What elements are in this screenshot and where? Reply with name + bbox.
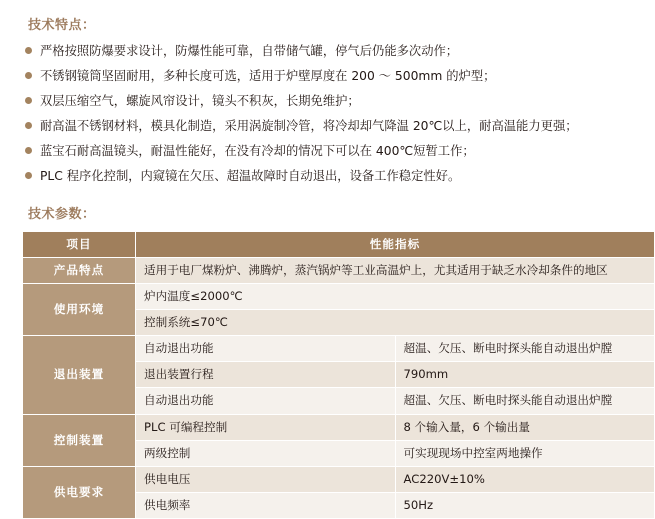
row-subitem: 供电电压 <box>136 466 396 492</box>
row-label-environment: 使用环境 <box>23 284 136 336</box>
row-label-product-features: 产品特点 <box>23 258 136 284</box>
row-value: 适用于电厂煤粉炉、沸腾炉，蒸汽锅炉等工业高温炉上，尤其适用于缺乏水冷却条件的地区 <box>136 258 655 284</box>
row-value: 控制系统≤70℃ <box>136 310 655 336</box>
table-header-label: 项目 <box>23 232 136 258</box>
table-row <box>23 258 655 284</box>
row-subitem: 退出装置行程 <box>136 362 396 388</box>
list-item <box>24 143 645 160</box>
row-subitem: 供电频率 <box>136 492 396 518</box>
table-header-value: 性能指标 <box>136 232 655 258</box>
row-value: AC220V±10% <box>395 466 655 492</box>
feature-text: 双层压缩空气，螺旋风帘设计，镜头不积灰，长期免维护； <box>40 94 360 109</box>
row-label-retract-device: 退出装置 <box>23 336 136 414</box>
row-value: 超温、欠压、断电时探头能自动退出炉膛 <box>395 336 655 362</box>
table-row <box>23 466 655 492</box>
list-item <box>24 168 645 185</box>
feature-text: 耐高温不锈钢材料，模具化制造，采用涡旋制冷管，将冷却却气降温 20℃以上，耐高温能力更强； <box>40 119 578 134</box>
features-list <box>24 43 645 185</box>
table-row <box>23 336 655 362</box>
bullet-icon <box>25 47 32 54</box>
row-subitem: PLC 可编程控制 <box>136 414 396 440</box>
list-item <box>24 93 645 110</box>
row-value: 50Hz <box>395 492 655 518</box>
row-label-control-device: 控制装置 <box>23 414 136 466</box>
list-item <box>24 43 645 60</box>
row-subitem: 两级控制 <box>136 440 396 466</box>
list-item <box>24 118 645 135</box>
row-value: 可实现现场中控室两地操作 <box>395 440 655 466</box>
bullet-icon <box>25 97 32 104</box>
table-header-row <box>23 232 655 258</box>
row-value: 790mm <box>395 362 655 388</box>
feature-text: 不锈钢镜筒坚固耐用，多种长度可选，适用于炉壁厚度在 200 ～ 500mm 的炉型； <box>40 69 496 84</box>
table-row <box>23 284 655 310</box>
params-table <box>22 231 655 519</box>
params-title: 技术参数： <box>28 207 96 223</box>
row-value: 超温、欠压、断电时探头能自动退出炉膛 <box>395 388 655 414</box>
feature-text: 严格按照防爆要求设计，防爆性能可靠，自带储气罐，停气后仍能多次动作； <box>40 44 459 58</box>
row-subitem: 自动退出功能 <box>136 388 396 414</box>
bullet-icon <box>25 172 32 179</box>
row-label-power-supply: 供电要求 <box>23 466 136 518</box>
row-value: 8 个输入量，6 个输出量 <box>395 414 655 440</box>
row-subitem: 自动退出功能 <box>136 336 396 362</box>
bullet-icon <box>25 122 32 129</box>
table-row <box>23 414 655 440</box>
row-value: 炉内温度≤2000℃ <box>136 284 655 310</box>
bullet-icon <box>25 147 32 154</box>
features-title: 技术特点： <box>28 18 96 33</box>
feature-text: 蓝宝石耐高温镜头，耐温性能好，在没有冷却的情况下可以在 400℃短暂工作； <box>40 144 475 159</box>
bullet-icon <box>25 72 32 79</box>
feature-text: PLC 程序化控制，内窥镜在欠压、超温故障时自动退出，设备工作稳定性好。 <box>40 169 461 184</box>
list-item <box>24 68 645 85</box>
